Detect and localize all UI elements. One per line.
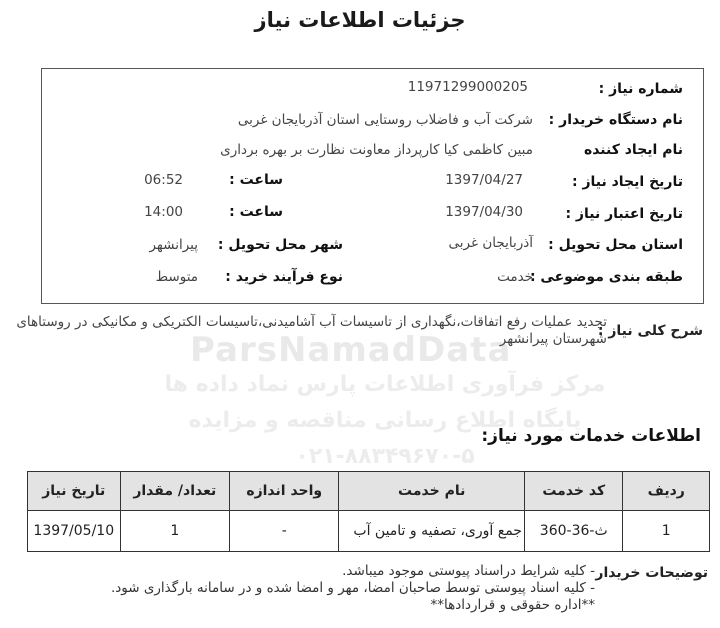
buyer-note-line: - کلیه اسناد پیوستی توسط صاحبان امضا، مهر و امضا شده و در سامانه بارگذاری شود.	[110, 580, 595, 596]
validity-time-value: 14:00	[144, 204, 183, 220]
need-info-box	[41, 68, 704, 304]
services-header-row	[28, 472, 710, 511]
cell-quantity: 1	[120, 511, 229, 552]
creator-label: نام ایجاد کننده	[583, 142, 683, 158]
created-date-label: تاریخ ایجاد نیاز :	[571, 174, 683, 190]
description-text: تجدید عملیات رفع اتفاقات،نگهداری از تاسیسات آب آشامیدنی،تاسیسات الکتریکی و مکانیکی در روستاهای شهرستان پیرانشهر	[16, 314, 607, 347]
header-quantity: تعداد/ مقدار	[120, 472, 229, 511]
category-label: طبقه بندی موضوعی :	[529, 269, 683, 285]
need-number-value: 11971299000205	[407, 79, 528, 95]
delivery-city-value: پیرانشهر	[149, 237, 198, 253]
created-date-value: 1397/04/27	[445, 172, 523, 188]
validity-date-value: 1397/04/30	[445, 204, 523, 220]
page-title: جزئیات اطلاعات نیاز	[254, 8, 466, 32]
creator-value: مبین کاظمی کیا کارپرداز معاونت نظارت بر بهره برداری	[220, 142, 533, 158]
cell-unit: -	[230, 511, 339, 552]
buyer-notes	[15, 563, 595, 614]
process-type-label: نوع فرآیند خرید :	[225, 269, 343, 285]
services-section-title: اطلاعات خدمات مورد نیاز:	[481, 426, 701, 446]
delivery-province-label: استان محل تحویل :	[548, 237, 683, 253]
cell-service-name: جمع آوری، تصفیه و تامین آب	[339, 511, 525, 552]
buyer-notes-label: توضیحات خریدار	[595, 565, 708, 581]
cell-service-code: ث-36-360	[524, 511, 623, 552]
watermark-brand: ParsNamadData	[190, 330, 512, 370]
category-value: خدمت	[497, 269, 533, 285]
created-time-label: ساعت :	[229, 172, 283, 188]
buyer-org-label: نام دستگاه خریدار :	[548, 112, 683, 128]
header-need-date: تاریخ نیاز	[28, 472, 121, 511]
cell-row-number: 1	[623, 511, 710, 552]
header-row-number: ردیف	[623, 472, 710, 511]
services-table	[27, 471, 710, 552]
validity-time-label: ساعت :	[229, 204, 283, 220]
buyer-note-line: - کلیه شرایط دراسناد پیوستی موجود میباشد.	[342, 563, 595, 579]
buyer-org-value: شرکت آب و فاضلاب روستایی استان آذربایجان غربی	[237, 112, 533, 128]
validity-date-label: تاریخ اعتبار نیاز :	[565, 206, 683, 222]
watermark-phone: ۰۲۱-۸۸۳۴۹۶۷۰-۵	[295, 444, 475, 469]
created-time-value: 06:52	[144, 172, 183, 188]
watermark-line2: پایگاه اطلاع رسانی مناقصه و مزایده	[188, 408, 582, 433]
table-row	[28, 511, 710, 552]
header-unit: واحد اندازه	[230, 472, 339, 511]
need-number-label: شماره نیاز :	[598, 81, 683, 97]
process-type-value: متوسط	[155, 269, 198, 285]
header-service-name: نام خدمت	[339, 472, 525, 511]
header-service-code: کد خدمت	[524, 472, 623, 511]
delivery-province-value: آذربایجان غربی	[448, 235, 533, 251]
description-label: شرح کلی نیاز :	[597, 323, 703, 339]
watermark-line1: مرکز فرآوری اطلاعات پارس نماد داده ها	[164, 372, 606, 397]
cell-need-date: 1397/05/10	[28, 511, 121, 552]
delivery-city-label: شهر محل تحویل :	[217, 237, 343, 253]
buyer-note-line: **اداره حقوقی و قراردادها**	[430, 597, 595, 613]
